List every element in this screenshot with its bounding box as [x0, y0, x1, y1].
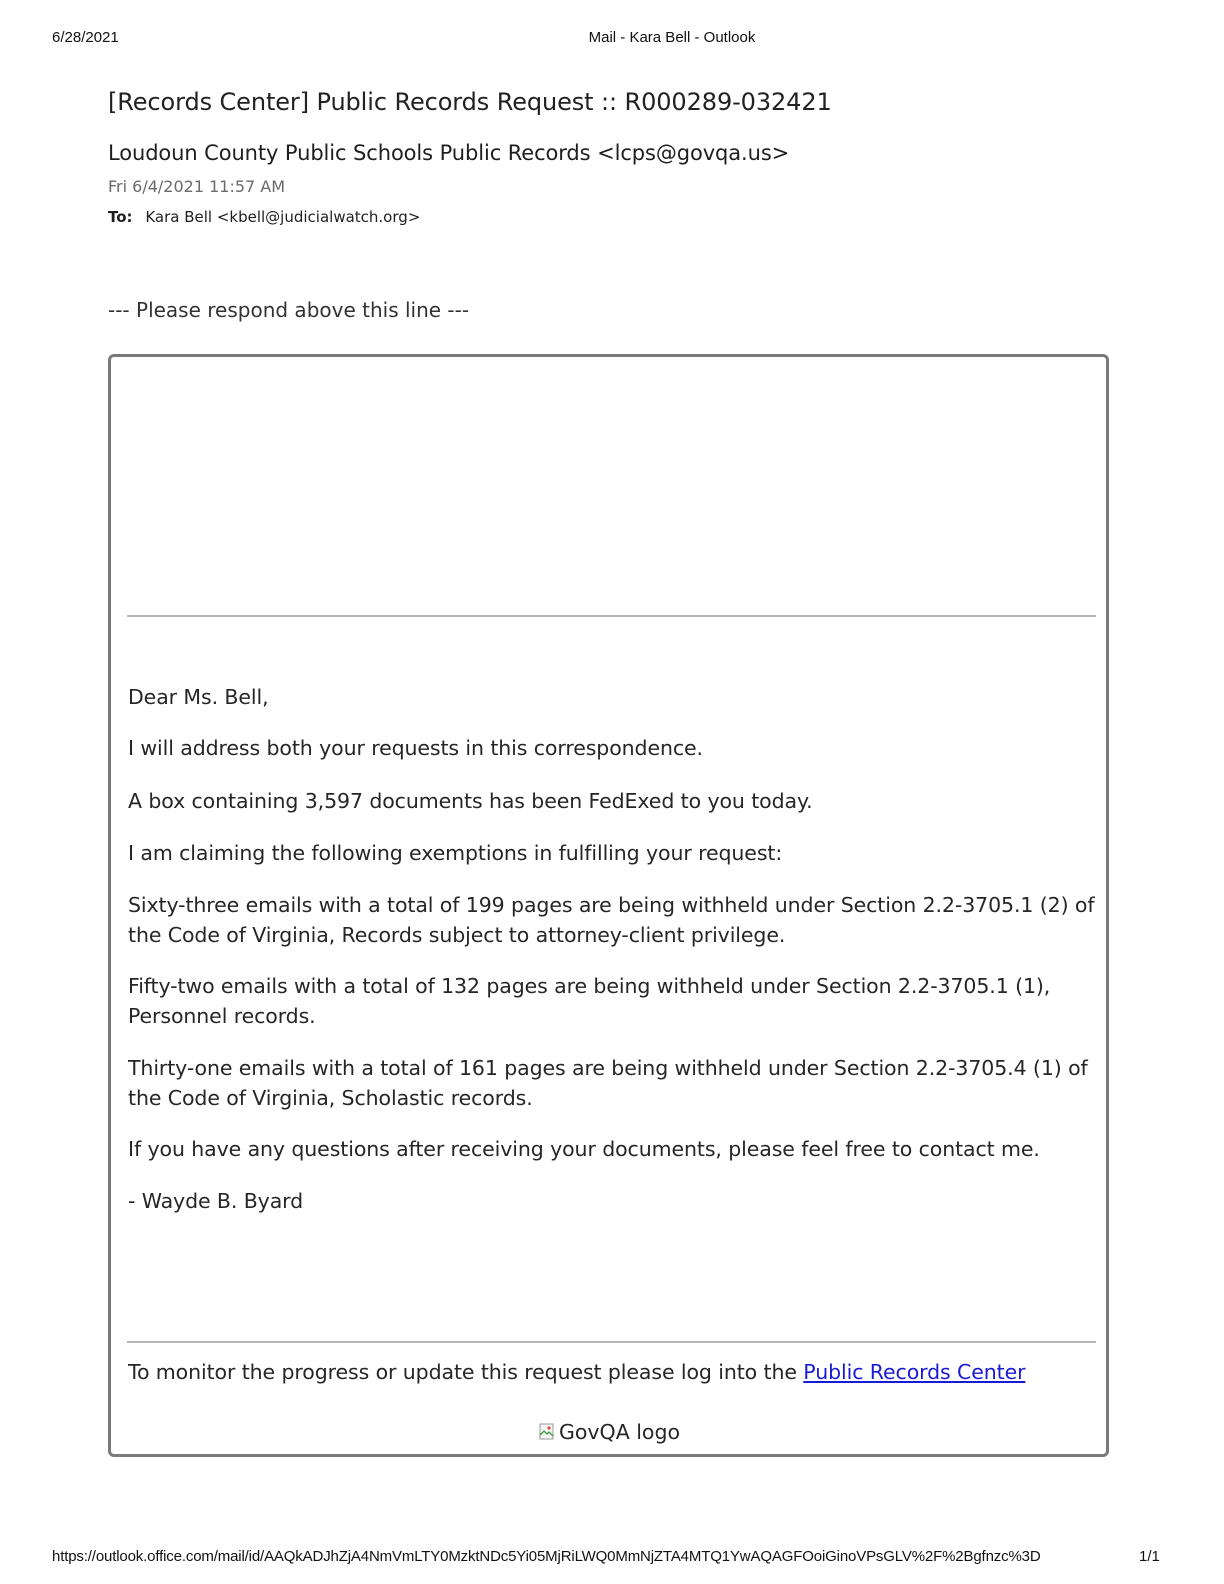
body-paragraph: Sixty-three emails with a total of 199 pages are being withheld under Section 2.2-3705.1 (2) of the Code of Virginia, Records subject to attorney-client privilege. [128, 893, 1095, 947]
footer-divider [127, 1341, 1096, 1343]
body-paragraph: I am claiming the following exemptions in fulfilling your request: [128, 841, 783, 865]
to-label: To: [108, 208, 133, 226]
print-page-title: Mail - Kara Bell - Outlook [588, 29, 756, 46]
greeting: Dear Ms. Bell, [128, 685, 269, 709]
signature: - Wayde B. Byard [128, 1189, 304, 1213]
footer-note [128, 1357, 1025, 1387]
respond-above-line: --- Please respond above this line --- [108, 298, 470, 322]
body-paragraph: I will address both your requests in this correspondence. [128, 736, 703, 760]
print-page-number: 1/1 [1139, 1548, 1160, 1565]
footer-note-text: To monitor the progress or update this request please log into the [128, 1360, 804, 1384]
email-sender[interactable]: Loudoun County Public Schools Public Records <lcps@govqa.us> [108, 141, 790, 165]
print-url: https://outlook.office.com/mail/id/AAQkADJhZjA4NmVmLTY0MzktNDc5Yi05MjRiLWQ0MmNjZTA4MTQ1YwAQAGFOoiGinoVPsGLV%2F%2Bgfnzc%3D [52, 1548, 1041, 1565]
logo-alt-text: GovQA logo [559, 1420, 681, 1444]
message-body-box [108, 354, 1109, 1457]
broken-image-icon [539, 1419, 555, 1437]
body-paragraph: A box containing 3,597 documents has been FedExed to you today. [128, 789, 813, 813]
body-paragraph: Fifty-two emails with a total of 132 pages are being withheld under Section 2.2-3705.1 (1), Personnel records. [128, 974, 1051, 1028]
header-divider [127, 615, 1096, 617]
email-subject: [Records Center] Public Records Request :: R000289-032421 [108, 88, 832, 116]
body-paragraph: Thirty-one emails with a total of 161 pages are being withheld under Section 2.2-3705.4 (1) of the Code of Virginia, Scholastic records. [128, 1056, 1088, 1110]
govqa-logo-broken-image [539, 1417, 680, 1447]
email-recipients [108, 208, 420, 226]
public-records-center-link[interactable]: Public Records Center [803, 1360, 1026, 1384]
body-paragraph: If you have any questions after receiving your documents, please feel free to contact me. [128, 1137, 1040, 1161]
print-header [0, 29, 1224, 49]
print-footer [0, 1548, 1224, 1568]
email-sent-date: Fri 6/4/2021 11:57 AM [108, 177, 286, 196]
to-recipient[interactable]: Kara Bell <kbell@judicialwatch.org> [145, 208, 421, 226]
print-date: 6/28/2021 [52, 29, 119, 46]
